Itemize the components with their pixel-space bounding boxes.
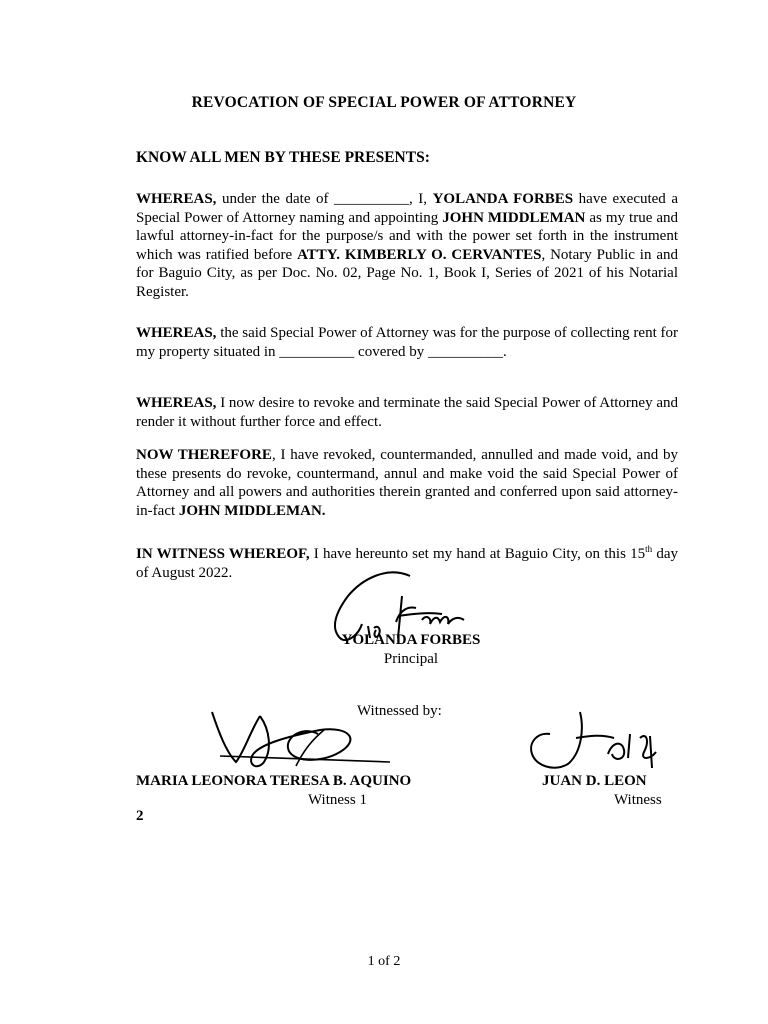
in-witness-paragraph: IN WITNESS WHEREOF, I have hereunto set my hand at Baguio City, on this 15th day of August 2022. [136,544,678,581]
page-marker: 2 [136,808,144,824]
witness-1-name: MARIA LEONORA TERESA B. AQUINO [136,773,412,789]
now-therefore-paragraph: NOW THEREFORE, I have revoked, countermanded, annulled and made void, and by these presents do revoke, countermand, annul and make void the said Special Power of Attorney and all powers and authorities therein granted and conferred upon said attorney-in-fact JOHN MIDDLEMAN. [136,447,679,519]
principal-role: Principal [383,651,439,667]
witness-2-role: Witness [614,792,662,808]
witnessed-by-label: Witnessed by: [357,703,442,719]
witness-2-signature [528,708,678,778]
opening-heading: KNOW ALL MEN BY THESE PRESENTS: [136,149,430,166]
witness-1-signature [200,700,400,776]
document-title: REVOCATION OF SPECIAL POWER OF ATTORNEY [191,94,577,111]
witness-1-role: Witness 1 [308,792,367,808]
whereas-paragraph-3: WHEREAS, I now desire to revoke and terminate the said Special Power of Attorney and render it without further force and effect. [136,395,678,430]
witness-2-name: JUAN D. LEON [542,773,647,789]
principal-name: YOLANDA FORBES [341,632,481,648]
whereas-paragraph-2: WHEREAS, the said Special Power of Attorney was for the purpose of collecting rent for my property situated in __________ covered by __________. [136,325,678,360]
whereas-paragraph-1: WHEREAS, under the date of __________, I, YOLANDA FORBES have executed a Special Power of Attorney naming and appointing JOHN MIDDLEMAN as my true and lawful attorney-in-fact for the purpose/s and with the power set forth in the instrument which was ratified before ATTY. KIMBERLY O. CERVANTES, Notary Public in and for Baguio City, as per Doc. No. 02, Page No. 1, Book I, Series of 2021 of his Notarial Register. [136,191,678,300]
page-footer: 1 of 2 [367,954,401,969]
